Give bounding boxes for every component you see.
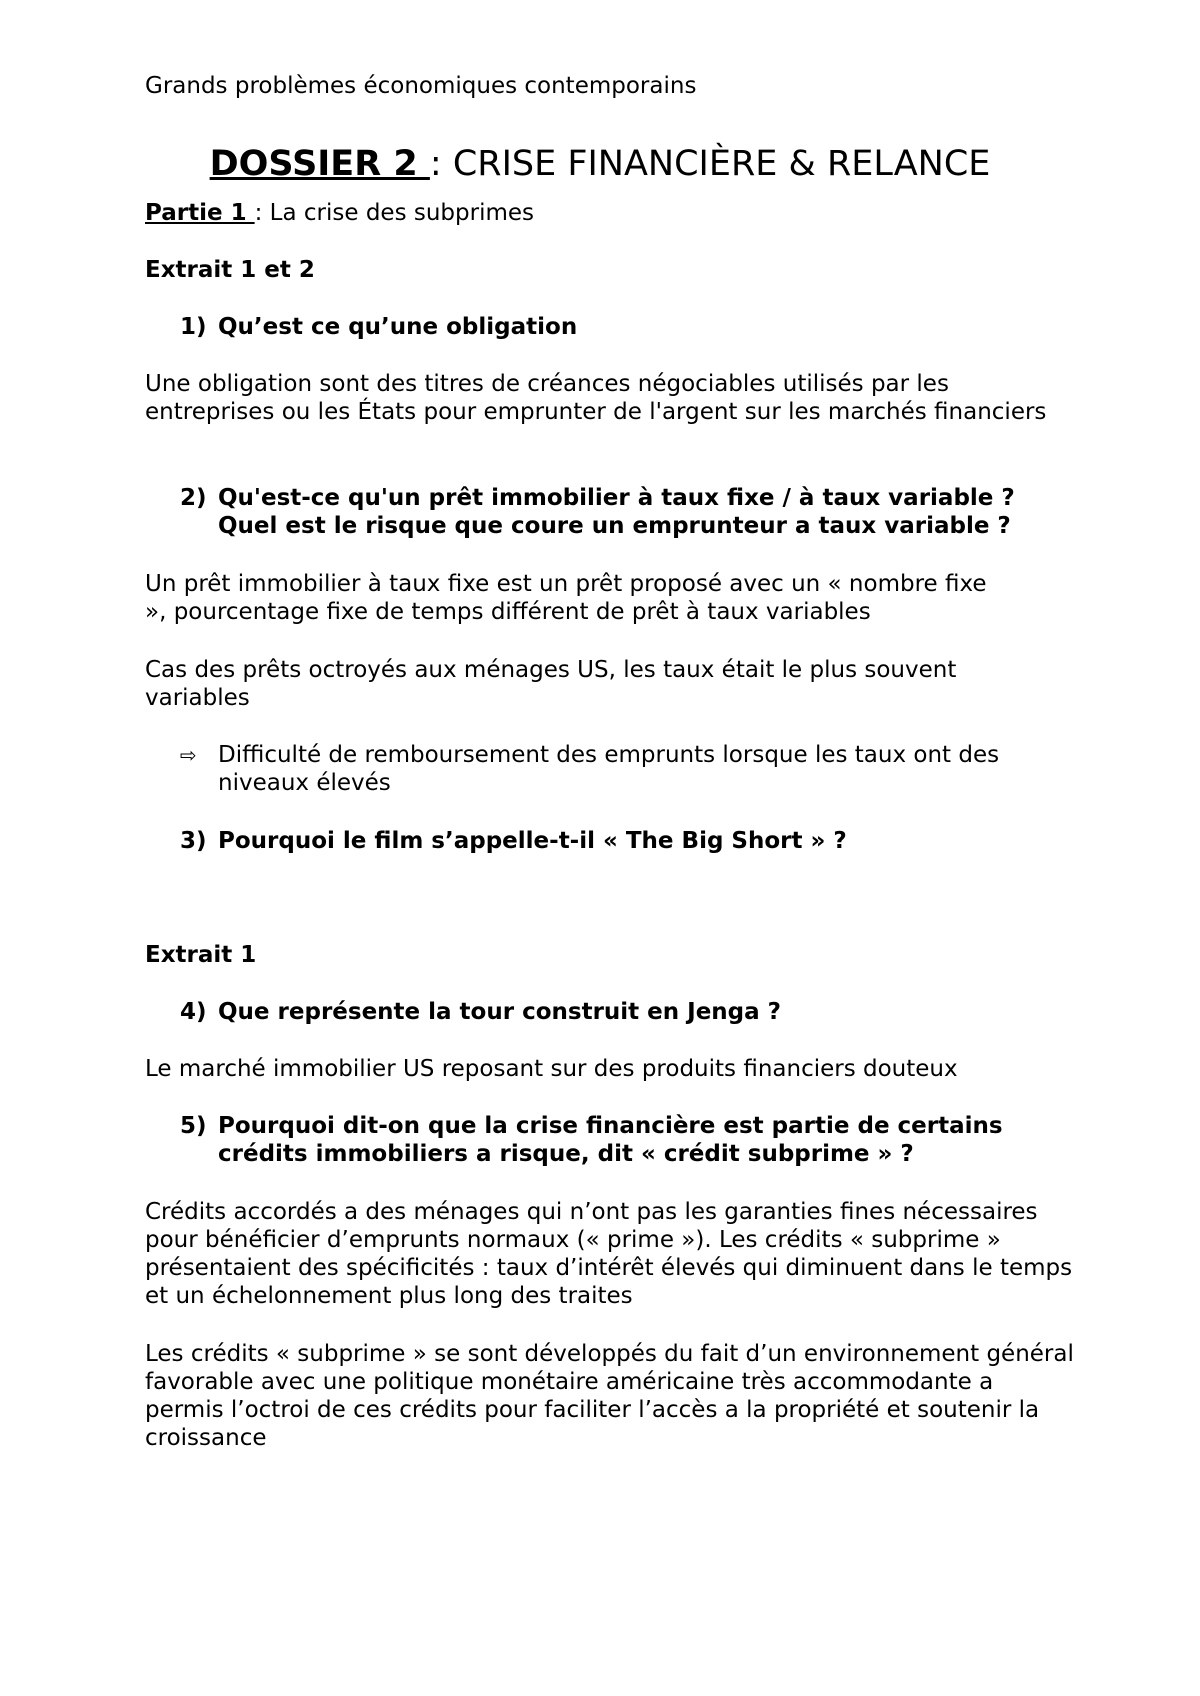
- question-2-number: 2): [180, 485, 207, 511]
- dossier-title: [145, 142, 1055, 186]
- question-4: [180, 998, 1075, 1026]
- question-5: [180, 1112, 1075, 1168]
- question-1-text: Qu’est ce qu’une obligation: [218, 314, 578, 340]
- answer-2-bullet-text: Difficulté de remboursement des emprunts lorsque les taux ont des niveaux élevés: [218, 742, 1000, 796]
- question-3-number: 3): [180, 828, 207, 854]
- answer-4: Le marché immobilier US reposant sur des produits financiers douteux: [145, 1056, 958, 1082]
- answer-5-paragraph-1: Crédits accordés a des ménages qui n’ont pas les garanties fines nécessaires pour bénéficier d’emprunts normaux (« prime »). Les crédits « subprime » présentaient des spécificités : taux d’intérêt élevés qui diminuent dans le temps et un échelonnement plus long des traites: [145, 1199, 1073, 1309]
- question-5-text: Pourquoi dit-on que la crise financière est partie de certains crédits immobiliers a risque, dit « crédit subprime » ?: [218, 1113, 1003, 1167]
- arrow-right-outline-icon: ⇨: [180, 743, 197, 767]
- dossier-separator: :: [429, 144, 453, 184]
- question-3-text: Pourquoi le film s’appelle-t-il « The Big Short » ?: [218, 828, 847, 854]
- part-heading: [145, 199, 1075, 227]
- answer-5-paragraph-2: Les crédits « subprime » se sont développés du fait d’un environnement général favorable avec une politique monétaire américaine très accommodante a permis l’octroi de ces crédits pour faciliter l’accès a la propriété et soutenir la croissance: [145, 1341, 1074, 1451]
- answer-2-paragraph-1: Un prêt immobilier à taux fixe est un prêt proposé avec un « nombre fixe », pourcentage fixe de temps différent de prêt à taux variables: [145, 571, 987, 625]
- part-label: Partie 1: [145, 200, 255, 226]
- question-3: [180, 827, 1075, 855]
- dossier-label: DOSSIER 2: [209, 144, 430, 184]
- part-text: La crise des subprimes: [269, 200, 535, 226]
- answer-2-bullet: [180, 741, 1075, 797]
- part-separator: :: [254, 200, 270, 226]
- question-4-number: 4): [180, 999, 207, 1025]
- section-heading-extrait-1-2: Extrait 1 et 2: [145, 257, 315, 283]
- course-title: Grands problèmes économiques contemporains: [145, 73, 697, 99]
- answer-2-paragraph-2: Cas des prêts octroyés aux ménages US, les taux était le plus souvent variables: [145, 657, 957, 711]
- question-1: [180, 313, 1075, 341]
- question-4-text: Que représente la tour construit en Jenga ?: [218, 999, 782, 1025]
- answer-1: Une obligation sont des titres de créances négociables utilisés par les entreprises ou les États pour emprunter de l'argent sur les marchés financiers: [145, 371, 1047, 425]
- section-heading-extrait-1: Extrait 1: [145, 942, 257, 968]
- question-2-text: Qu'est-ce qu'un prêt immobilier à taux fixe / à taux variable ? Quel est le risque que coure un emprunteur a taux variable ?: [218, 485, 1015, 539]
- question-5-number: 5): [180, 1113, 207, 1139]
- dossier-subject: CRISE FINANCIÈRE & RELANCE: [452, 144, 991, 184]
- question-1-number: 1): [180, 314, 207, 340]
- question-2: [180, 484, 1075, 540]
